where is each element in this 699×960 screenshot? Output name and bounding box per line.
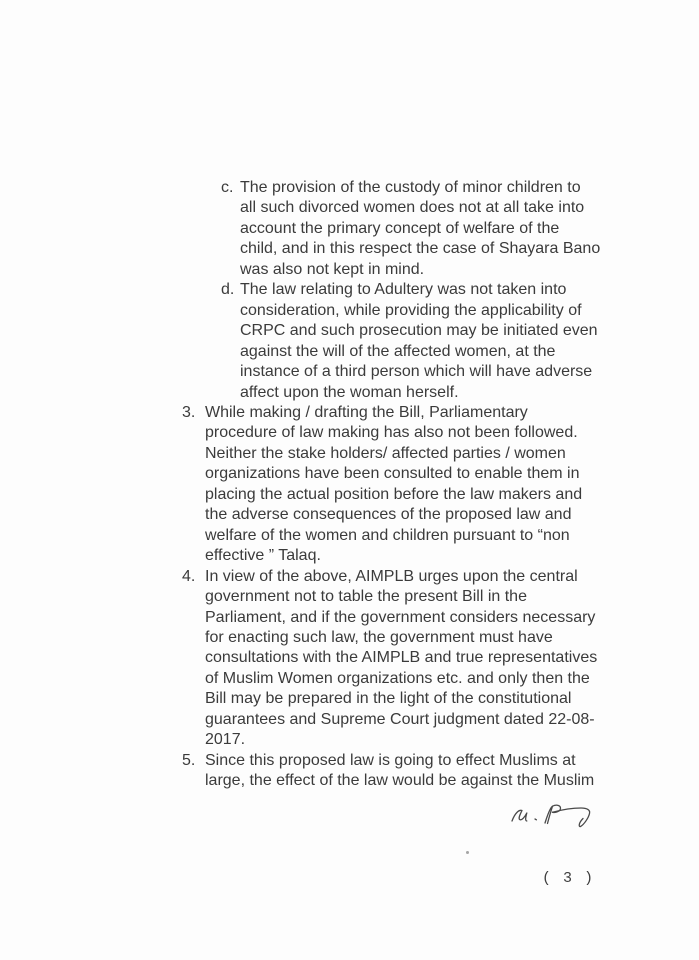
list-item-marker: c. [221, 179, 234, 196]
scan-speck [466, 851, 469, 854]
text-line: for enacting such law, the government must have [205, 628, 553, 646]
text-line: While making / drafting the Bill, Parliamentary [205, 403, 528, 421]
list-item-marker: 3. [182, 403, 196, 421]
text-line: 2017. [205, 731, 246, 749]
text-line: Since this proposed law is going to effect Muslims at [205, 751, 576, 769]
text-line: affect upon the woman herself. [240, 383, 459, 401]
text-line: In view of the above, AIMPLB urges upon the central [205, 567, 578, 585]
text-line: The law relating to Adultery was not taken into [240, 281, 567, 299]
text-line: effective ” Talaq. [205, 547, 321, 565]
list-item-lines [205, 567, 597, 751]
document-body [0, 178, 699, 792]
text-line: The provision of the custody of minor children to [240, 179, 581, 196]
list-item-lines [240, 178, 600, 280]
text-line: Parliament, and if the government considers necessary [205, 608, 596, 626]
text-line: child, and in this respect the case of Shayara Bano [240, 240, 601, 258]
text-line: procedure of law making has also not been followed. [205, 424, 578, 442]
text-line: organizations have been consulted to enable them in [205, 465, 580, 483]
text-line: welfare of the women and children pursuant to “non [205, 526, 570, 544]
list-item-4 [182, 567, 699, 751]
text-line: was also not kept in mind. [240, 260, 425, 278]
text-line: all such divorced women does not at all take into [240, 199, 585, 217]
list-item-5 [182, 751, 699, 792]
list-item-lines [240, 280, 598, 403]
text-line: CRPC and such prosecution may be initiated even [240, 322, 598, 340]
text-line: against the will of the affected women, at the [240, 342, 556, 360]
text-line: instance of a third person which will have adverse [240, 363, 593, 381]
text-line: the adverse consequences of the proposed law and [205, 506, 572, 524]
text-line: account the primary concept of welfare of the [240, 219, 560, 237]
list-item-marker: 5. [182, 751, 196, 769]
text-line: guarantees and Supreme Court judgment dated 22-08- [205, 710, 595, 728]
list-item-lines [205, 751, 594, 792]
text-line: Bill may be prepared in the light of the constitutional [205, 690, 572, 708]
list-item-d [221, 280, 699, 403]
page-number: ( 3 ) [542, 870, 595, 887]
text-line: consultations with the AIMPLB and true representatives [205, 649, 598, 667]
text-line: of Muslim Women organizations etc. and only then the [205, 669, 590, 687]
handwritten-signature-icon [505, 796, 605, 838]
list-item-c [221, 178, 699, 280]
text-line: consideration, while providing the applicability of [240, 301, 582, 319]
text-line: large, the effect of the law would be against the Muslim [205, 772, 595, 790]
text-line: government not to table the present Bill in the [205, 588, 527, 606]
list-item-marker: d. [221, 281, 235, 299]
text-line: Neither the stake holders/ affected parties / women [205, 444, 566, 462]
list-item-3 [182, 403, 699, 567]
text-line: placing the actual position before the law makers and [205, 485, 583, 503]
list-item-lines [205, 403, 582, 567]
list-item-marker: 4. [182, 567, 196, 585]
